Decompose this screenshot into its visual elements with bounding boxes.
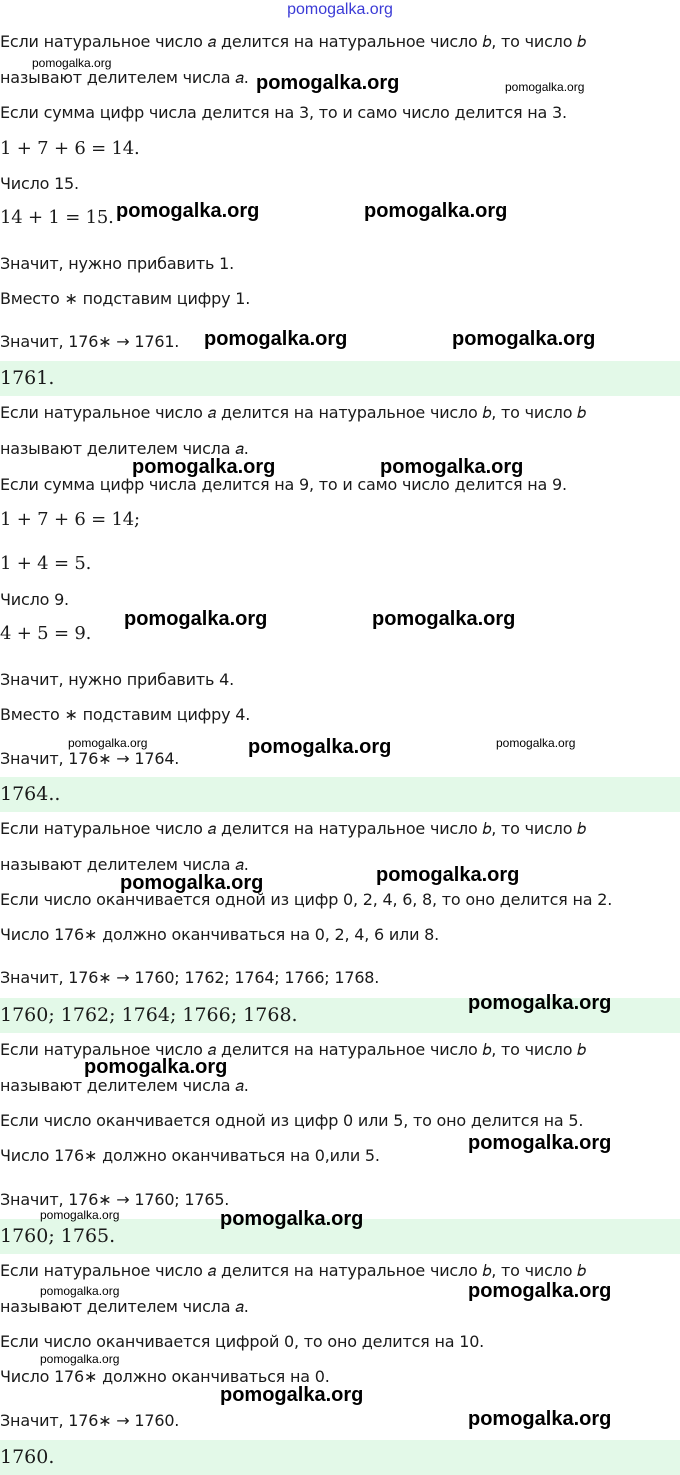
watermark: pomogalka.org	[248, 736, 392, 758]
text-line: Если сумма цифр числа делится на 3, то и само число делится на 3.	[0, 103, 567, 122]
text-line: Если число оканчивается одной из цифр 0 или 5, то оно делится на 5.	[0, 1111, 584, 1130]
text-line: Число 176∗ должно оканчиваться на 0, 2, 4, 6 или 8.	[0, 925, 440, 944]
text-line: Если натуральное число 𝑎 делится на натуральное число 𝑏, то число 𝑏	[0, 1261, 586, 1280]
text-line: Число 15.	[0, 174, 79, 193]
text-line: называют делителем числа 𝑎.	[0, 1076, 249, 1095]
answer-box: 1760; 1765.	[0, 1219, 680, 1254]
text-line: называют делителем числа 𝑎.	[0, 1297, 249, 1316]
text-line: Если натуральное число 𝑎 делится на натуральное число 𝑏, то число 𝑏	[0, 1040, 586, 1059]
text-line: называют делителем числа 𝑎.	[0, 68, 249, 87]
watermark: pomogalka.org	[376, 864, 520, 886]
watermark: pomogalka.org	[468, 1280, 612, 1302]
math-line: 1 + 7 + 6 = 14.	[0, 138, 140, 159]
watermark: pomogalka.org	[220, 1384, 364, 1406]
watermark: pomogalka.org	[120, 872, 264, 894]
text-line: Число 176∗ должно оканчиваться на 0.	[0, 1367, 330, 1386]
text-line: Если натуральное число 𝑎 делится на натуральное число 𝑏, то число 𝑏	[0, 32, 586, 51]
watermark: pomogalka.org	[40, 1208, 120, 1222]
watermark: pomogalka.org	[452, 328, 596, 350]
watermark: pomogalka.org	[40, 1352, 120, 1366]
watermark: pomogalka.org	[380, 456, 524, 478]
math-line: 1 + 7 + 6 = 14;	[0, 509, 140, 530]
watermark: pomogalka.org	[32, 56, 112, 70]
text-line: Значит, нужно прибавить 1.	[0, 254, 234, 273]
answer-box: 1764..	[0, 777, 680, 812]
text-line: Значит, нужно прибавить 4.	[0, 670, 234, 689]
watermark: pomogalka.org	[364, 200, 508, 222]
answer-box: 1760; 1762; 1764; 1766; 1768.	[0, 998, 680, 1033]
answer-box: 1760.	[0, 1440, 680, 1475]
text-line: Значит, 176∗ → 1760.	[0, 1411, 180, 1430]
text-line: Значит, 176∗ → 1760; 1765.	[0, 1190, 230, 1209]
watermark: pomogalka.org	[468, 1132, 612, 1154]
text-line: Вместо ∗ подставим цифру 4.	[0, 705, 251, 724]
text-line: Вместо ∗ подставим цифру 1.	[0, 289, 251, 308]
watermark: pomogalka.org	[220, 1208, 364, 1230]
watermark: pomogalka.org	[68, 736, 148, 750]
site-link[interactable]: pomogalka.org	[287, 1, 393, 18]
text-line: Если число оканчивается одной из цифр 0, 2, 4, 6, 8, то оно делится на 2.	[0, 890, 613, 909]
math-line: 1 + 4 = 5.	[0, 553, 92, 574]
watermark: pomogalka.org	[468, 992, 612, 1014]
text-line: Значит, 176∗ → 1760; 1762; 1764; 1766; 1768.	[0, 968, 380, 987]
text-line: Если натуральное число 𝑎 делится на натуральное число 𝑏, то число 𝑏	[0, 403, 586, 422]
watermark: pomogalka.org	[124, 608, 268, 630]
watermark: pomogalka.org	[496, 736, 576, 750]
text-line: Если сумма цифр числа делится на 9, то и само число делится на 9.	[0, 475, 567, 494]
watermark: pomogalka.org	[40, 1284, 120, 1298]
text-line: Если число оканчивается цифрой 0, то оно делится на 10.	[0, 1332, 485, 1351]
text-line: Число 9.	[0, 590, 69, 609]
answer-box: 1761.	[0, 361, 680, 396]
text-line: называют делителем числа 𝑎.	[0, 855, 249, 874]
text-line: Число 176∗ должно оканчиваться на 0,или 5.	[0, 1146, 380, 1165]
math-line: 4 + 5 = 9.	[0, 623, 92, 644]
watermark: pomogalka.org	[132, 456, 276, 478]
watermark: pomogalka.org	[204, 328, 348, 350]
watermark: pomogalka.org	[84, 1056, 228, 1078]
math-line: 14 + 1 = 15.	[0, 207, 114, 228]
text-line: Если натуральное число 𝑎 делится на натуральное число 𝑏, то число 𝑏	[0, 819, 586, 838]
text-line: Значит, 176∗ → 1764.	[0, 749, 180, 768]
watermark: pomogalka.org	[372, 608, 516, 630]
text-line: называют делителем числа 𝑎.	[0, 439, 249, 458]
watermark: pomogalka.org	[116, 200, 260, 222]
watermark: pomogalka.org	[505, 80, 585, 94]
watermark: pomogalka.org	[468, 1408, 612, 1430]
watermark: pomogalka.org	[256, 72, 400, 94]
text-line: Значит, 176∗ → 1761.	[0, 332, 180, 351]
